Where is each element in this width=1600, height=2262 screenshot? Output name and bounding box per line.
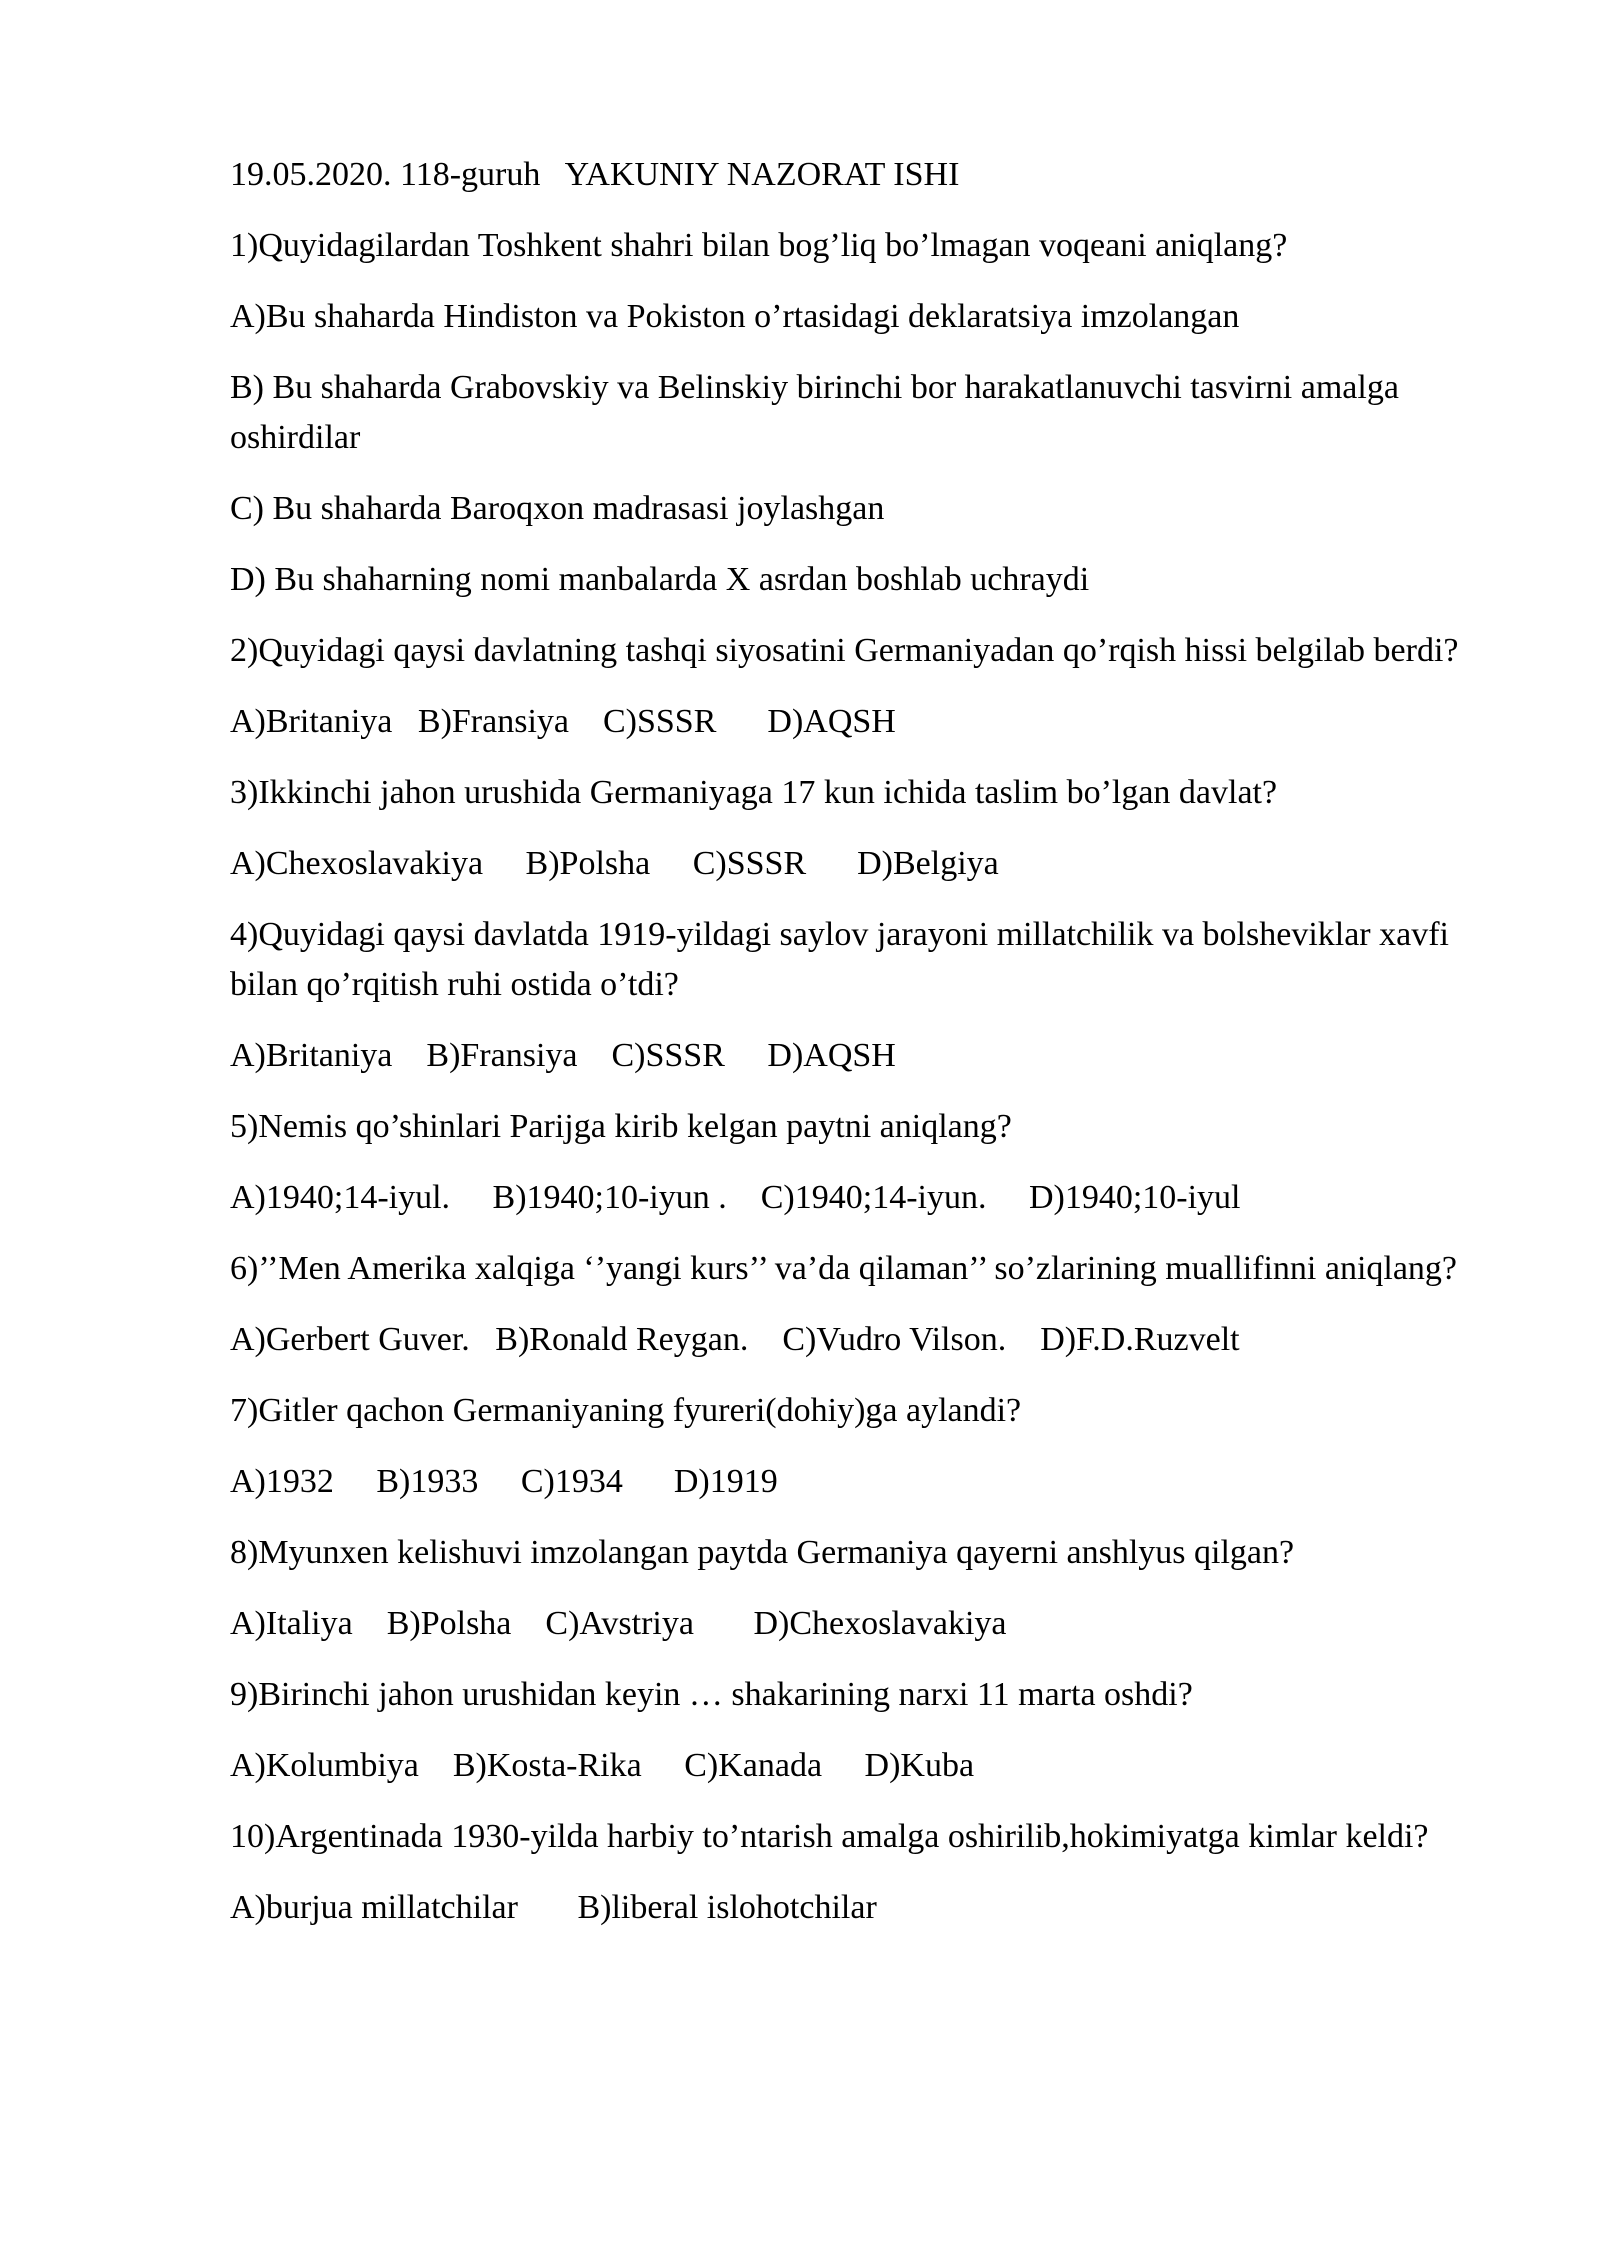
question-10: 10)Argentinada 1930-yilda harbiy to’ntarish amalga oshirilib,hokimiyatga kimlar keldi? (230, 1818, 1429, 1855)
question-4: 4)Quyidagi qaysi davlatda 1919-yildagi saylov jarayoni millatchilik va bolsheviklar xavfi bilan qo’rqitish ruhi ostida o’tdi? (230, 916, 1458, 1003)
question-1-option-d: D) Bu shaharning nomi manbalarda X asrdan boshlab uchraydi (230, 561, 1090, 598)
question-6: 6)’’Men Amerika xalqiga ‘’yangi kurs’’ va’da qilaman’’ so’zlarining muallifinni aniqlang? (230, 1250, 1458, 1287)
question-9: 9)Birinchi jahon urushidan keyin … shakarining narxi 11 marta oshdi? (230, 1676, 1193, 1713)
question-3: 3)Ikkinchi jahon urushida Germaniyaga 17 kun ichida taslim bo’lgan davlat? (230, 774, 1278, 811)
question-10-options: A)burjua millatchilar B)liberal islohotchilar (230, 1889, 877, 1926)
question-1-option-b: B) Bu shaharda Grabovskiy va Belinskiy birinchi bor harakatlanuvchi tasvirni amalga oshirdilar (230, 369, 1408, 456)
document-body (230, 150, 1500, 1954)
question-7-options: A)1932 B)1933 C)1934 D)1919 (230, 1463, 778, 1500)
question-1-option-a: A)Bu shaharda Hindiston va Pokiston o’rtasidagi deklaratsiya imzolangan (230, 298, 1240, 335)
document-header: 19.05.2020. 118-guruh YAKUNIY NAZORAT ISHI (230, 156, 960, 193)
question-2-options: A)Britaniya B)Fransiya C)SSSR D)AQSH (230, 703, 896, 740)
question-3-options: A)Chexoslavakiya B)Polsha C)SSSR D)Belgiya (230, 845, 999, 882)
question-9-options: A)Kolumbiya B)Kosta-Rika C)Kanada D)Kuba (230, 1747, 975, 1784)
question-1-option-c: C) Bu shaharda Baroqxon madrasasi joylashgan (230, 490, 885, 527)
question-4-options: A)Britaniya B)Fransiya C)SSSR D)AQSH (230, 1037, 896, 1074)
question-5-options: A)1940;14-iyul. B)1940;10-iyun . C)1940;14-iyun. D)1940;10-iyul (230, 1179, 1241, 1216)
question-7: 7)Gitler qachon Germaniyaning fyureri(dohiy)ga aylandi? (230, 1392, 1022, 1429)
question-8-options: A)Italiya B)Polsha C)Avstriya D)Chexoslavakiya (230, 1605, 1007, 1642)
question-5: 5)Nemis qo’shinlari Parijga kirib kelgan paytni aniqlang? (230, 1108, 1012, 1145)
question-1: 1)Quyidagilardan Toshkent shahri bilan bog’liq bo’lmagan voqeani aniqlang? (230, 227, 1288, 264)
question-8: 8)Myunxen kelishuvi imzolangan paytda Germaniya qayerni anshlyus qilgan? (230, 1534, 1295, 1571)
question-6-options: A)Gerbert Guver. B)Ronald Reygan. C)Vudro Vilson. D)F.D.Ruzvelt (230, 1321, 1240, 1358)
question-2: 2)Quyidagi qaysi davlatning tashqi siyosatini Germaniyadan qo’rqish hissi belgilab berdi? (230, 632, 1459, 669)
